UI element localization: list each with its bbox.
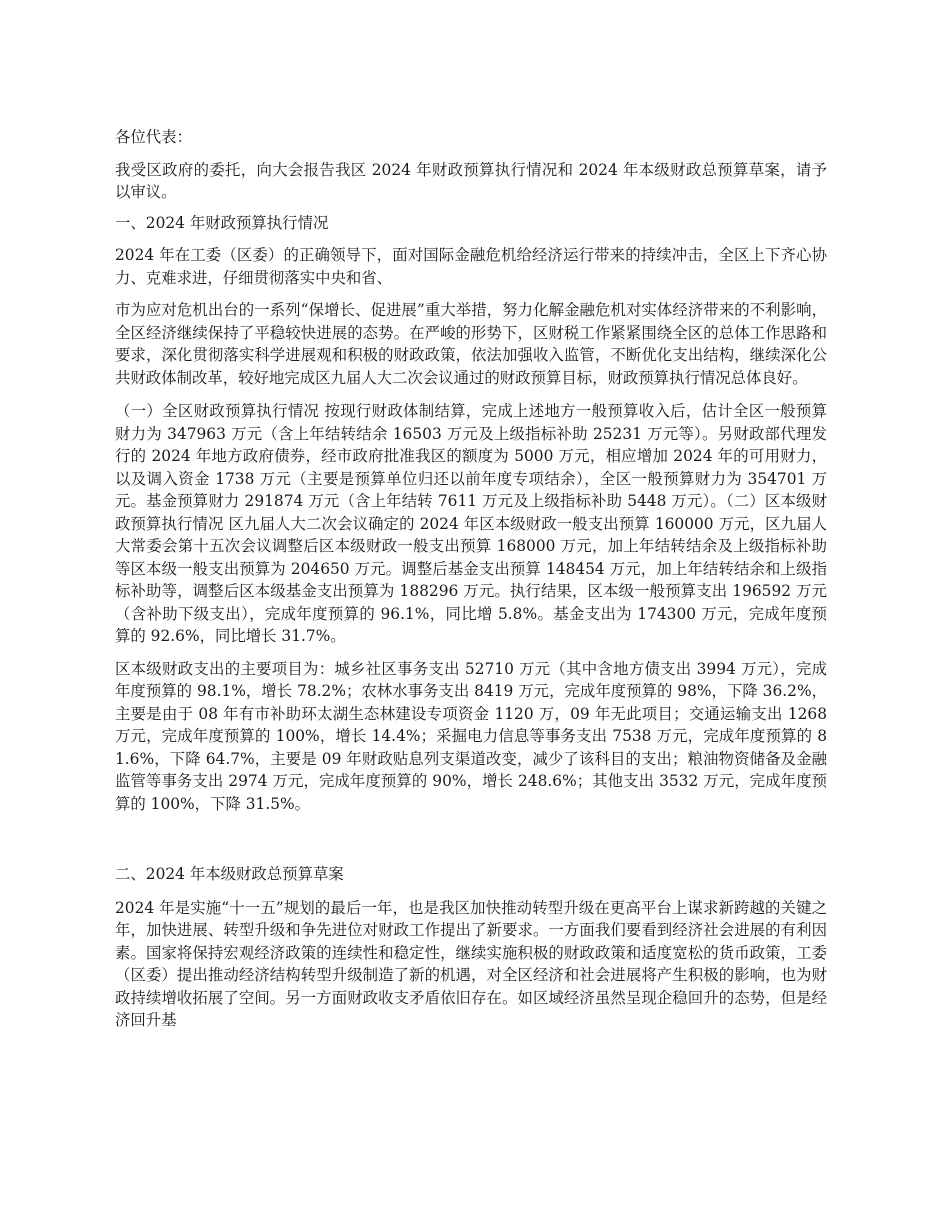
greeting: 各位代表： bbox=[115, 128, 192, 146]
section-2-heading: 二、2024 年本级财政总预算草案 bbox=[115, 865, 344, 883]
section-2-paragraph-1: 2024 年是实施“十一五”规划的最后一年，也是我区加快推动转型升级在更高平台上谋求新跨越的关键之年，加快进展、转型升级和争先进位对财政工作提出了新要求。一方面我们要看到经济社会进展的有利因素。国家将保持宏观经济政策的连续性和稳定性，继续实施积极的财政政策和适度宽松的货币政策，工委（区委）提出推动经济结构转型升级制造了新的机遇，对全区经济和社会进展将产生积极的影响，也为财政持续增收拓展了空间。另一方面财政收支矛盾依旧存在。如区域经济虽然呈现企稳回升的态势，但是经济回升基 bbox=[115, 898, 827, 1029]
section-1-paragraph-2: 市为应对危机出台的一系列“保增长、促进展”重大举措，努力化解金融危机对实体经济带来的不利影响，全区经济继续保持了平稳较快进展的态势。在严峻的形势下，区财税工作紧紧围绕全区的总体工作思路和要求，深化贯彻落实科学进展观和积极的财政政策，依法加强收入监管，不断优化支出结构，继续深化公共财政体制改革，较好地完成区九届人大二次会议通过的财政预算目标，财政预算执行情况总体良好。 bbox=[115, 301, 827, 387]
section-1-paragraph-1: 2024 年在工委（区委）的正确领导下，面对国际金融危机给经济运行带来的持续冲击，全区上下齐心协力、克难求进，仔细贯彻落实中央和省、 bbox=[115, 246, 827, 287]
document-page bbox=[115, 126, 827, 1032]
section-spacer bbox=[115, 815, 827, 863]
section-1-heading: 一、2024 年财政预算执行情况 bbox=[115, 213, 329, 232]
section-1-paragraph-4: 区本级财政支出的主要项目为：城乡社区事务支出 52710 万元（其中含地方债支出 3994 万元），完成年度预算的 98.1%，增长 78.2%；农林水事务支出 8419 万元，完成年度预算的 98%，下降 36.2%，主要是由于 08 年有市补助环太湖生态林建设专项资金 1120 万，09 年无此项目；交通运输支出 1268 万元，完成年度预算的 100%，增长 14.4%；采掘电力信息等事务支出 7538 万元，完成年度预算的 81.6%，下降 64.7%，主要是 09 年财政贴息列支渠道改变，减少了该科目的支出；粮油物资储备及金融监管等事务支出 2974 万元，完成年度预算的 90%，增长 248.6%；其他支出 3532 万元，完成年度预算的 100%，下降 31.5%。 bbox=[115, 659, 827, 813]
intro-paragraph: 我受区政府的委托，向大会报告我区 2024 年财政预算执行情况和 2024 年本级财政总预算草案，请予以审议。 bbox=[115, 160, 827, 201]
section-1-paragraph-3: （一）全区财政预算执行情况 按现行财政体制结算，完成上述地方一般预算收入后，估计全区一般预算财力为 347963 万元（含上年结转结余 16503 万元及上级指标补助 25231 万元等）。另财政部代理发行的 2024 年地方政府债券，经市政府批准我区的额度为 5000 万元，相应增加 2024 年的可用财力，以及调入资金 1738 万元（主要是预算单位归还以前年度专项结余），全区一般预算财力为 354701 万元。基金预算财力 291874 万元（含上年结转 7611 万元及上级指标补助 5448 万元）。（二）区本级财政预算执行情况 区九届人大二次会议确定的 2024 年区本级财政一般支出预算 160000 万元，区九届人大常委会第十五次会议调整后区本级财政一般支出预算 168000 万元，加上年结转结余及上级指标补助等区本级一般支出预算为 204650 万元。调整后基金支出预算 148454 万元，加上年结转结余和上级指标补助等，调整后区本级基金支出预算为 188296 万元。执行结果，区本级一般预算支出 196592 万元（含补助下级支出），完成年度预算的 96.1%，同比增 5.8%。基金支出为 174300 万元，完成年度预算的 92.6%，同比增长 31.7%。 bbox=[115, 402, 827, 645]
